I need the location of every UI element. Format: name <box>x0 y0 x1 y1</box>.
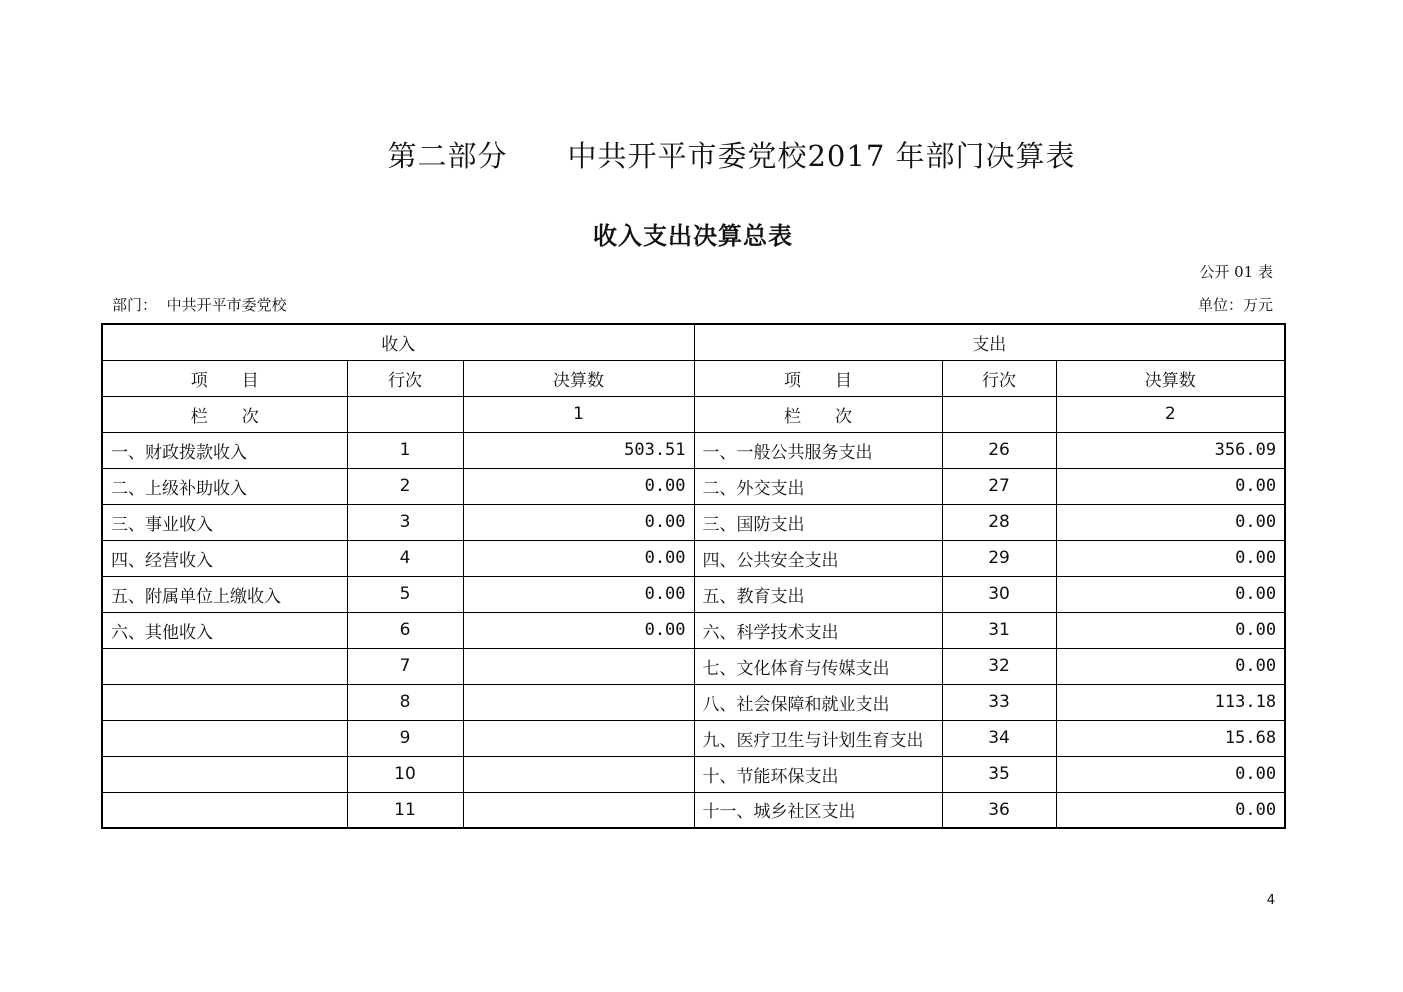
income-amount-cell <box>463 792 694 828</box>
page-number: 4 <box>1266 893 1275 908</box>
table-row <box>102 648 1285 684</box>
expense-item-cell: 七、文化体育与传媒支出 <box>694 648 942 684</box>
income-item-cell: 三、事业收入 <box>102 504 347 540</box>
unit-label: 单位：万元 <box>1197 296 1273 314</box>
expense-amount-header: 决算数 <box>1056 360 1285 396</box>
income-item-cell: 一、财政拨款收入 <box>102 432 347 468</box>
form-number: 公开 01 表 <box>1199 263 1273 281</box>
table-row <box>102 540 1285 576</box>
table-row <box>102 792 1285 828</box>
expense-section-header: 支出 <box>694 324 1285 360</box>
income-amount-header: 决算数 <box>463 360 694 396</box>
income-expense-summary-table <box>101 323 1286 829</box>
income-item-cell <box>102 792 347 828</box>
expense-amount-cell: 0.00 <box>1056 756 1285 792</box>
income-item-header: 项 目 <box>102 360 347 396</box>
income-row-number-cell: 8 <box>347 684 463 720</box>
expense-row-header: 行次 <box>942 360 1056 396</box>
expense-amount-cell: 15.68 <box>1056 720 1285 756</box>
expense-row-number-cell: 27 <box>942 468 1056 504</box>
expense-row-number-cell: 31 <box>942 612 1056 648</box>
expense-item-cell: 九、医疗卫生与计划生育支出 <box>694 720 942 756</box>
expense-column-index: 2 <box>1056 396 1285 432</box>
expense-amount-cell: 0.00 <box>1056 468 1285 504</box>
expense-amount-cell: 0.00 <box>1056 792 1285 828</box>
income-amount-cell <box>463 648 694 684</box>
table-row <box>102 468 1285 504</box>
expense-item-cell: 六、科学技术支出 <box>694 612 942 648</box>
department-line <box>112 294 287 315</box>
income-item-cell: 二、上级补助收入 <box>102 468 347 504</box>
department-label: 部门： <box>112 296 158 314</box>
table-row <box>102 684 1285 720</box>
expense-item-header: 项 目 <box>694 360 942 396</box>
income-lanci-label: 栏 次 <box>102 396 347 432</box>
expense-amount-cell: 0.00 <box>1056 576 1285 612</box>
expense-item-cell: 四、公共安全支出 <box>694 540 942 576</box>
expense-item-cell: 二、外交支出 <box>694 468 942 504</box>
table-section-header-row <box>102 324 1285 360</box>
table-row <box>102 576 1285 612</box>
expense-item-cell: 一、一般公共服务支出 <box>694 432 942 468</box>
income-amount-cell: 0.00 <box>463 504 694 540</box>
income-lanci-blank <box>347 396 463 432</box>
expense-item-cell: 五、教育支出 <box>694 576 942 612</box>
income-item-cell <box>102 684 347 720</box>
income-item-cell <box>102 756 347 792</box>
income-item-cell <box>102 720 347 756</box>
income-amount-cell <box>463 684 694 720</box>
income-row-header: 行次 <box>347 360 463 396</box>
income-row-number-cell: 7 <box>347 648 463 684</box>
expense-item-cell: 三、国防支出 <box>694 504 942 540</box>
expense-amount-cell: 0.00 <box>1056 612 1285 648</box>
income-amount-cell <box>463 720 694 756</box>
income-row-number-cell: 1 <box>347 432 463 468</box>
expense-amount-cell: 0.00 <box>1056 504 1285 540</box>
income-item-cell: 四、经营收入 <box>102 540 347 576</box>
income-item-cell: 六、其他收入 <box>102 612 347 648</box>
expense-lanci-label: 栏 次 <box>694 396 942 432</box>
expense-row-number-cell: 29 <box>942 540 1056 576</box>
income-item-cell <box>102 648 347 684</box>
income-amount-cell: 503.51 <box>463 432 694 468</box>
income-section-header: 收入 <box>102 324 694 360</box>
table-title: 收入支出决算总表 <box>593 221 793 250</box>
document-title <box>0 134 1403 175</box>
table-row <box>102 720 1285 756</box>
document-org-title: 中共开平市委党校2017 年部门决算表 <box>567 139 1076 173</box>
expense-row-number-cell: 32 <box>942 648 1056 684</box>
income-row-number-cell: 4 <box>347 540 463 576</box>
expense-amount-cell: 0.00 <box>1056 540 1285 576</box>
department-name: 中共开平市委党校 <box>166 296 287 314</box>
table-row <box>102 756 1285 792</box>
income-row-number-cell: 5 <box>347 576 463 612</box>
table-body <box>102 432 1285 828</box>
income-item-cell: 五、附属单位上缴收入 <box>102 576 347 612</box>
expense-amount-cell: 113.18 <box>1056 684 1285 720</box>
table-row <box>102 612 1285 648</box>
expense-item-cell: 十一、城乡社区支出 <box>694 792 942 828</box>
expense-row-number-cell: 36 <box>942 792 1056 828</box>
table-column-index-row <box>102 396 1285 432</box>
income-amount-cell: 0.00 <box>463 468 694 504</box>
expense-row-number-cell: 28 <box>942 504 1056 540</box>
expense-row-number-cell: 35 <box>942 756 1056 792</box>
table-column-header-row <box>102 360 1285 396</box>
income-amount-cell <box>463 756 694 792</box>
income-row-number-cell: 6 <box>347 612 463 648</box>
expense-row-number-cell: 26 <box>942 432 1056 468</box>
expense-lanci-blank <box>942 396 1056 432</box>
expense-row-number-cell: 34 <box>942 720 1056 756</box>
document-part-label: 第二部分 <box>387 139 508 173</box>
expense-row-number-cell: 33 <box>942 684 1056 720</box>
income-amount-cell: 0.00 <box>463 576 694 612</box>
expense-item-cell: 八、社会保障和就业支出 <box>694 684 942 720</box>
income-row-number-cell: 9 <box>347 720 463 756</box>
income-row-number-cell: 10 <box>347 756 463 792</box>
income-row-number-cell: 11 <box>347 792 463 828</box>
table-row <box>102 432 1285 468</box>
income-amount-cell: 0.00 <box>463 612 694 648</box>
income-row-number-cell: 3 <box>347 504 463 540</box>
table-row <box>102 504 1285 540</box>
expense-item-cell: 十、节能环保支出 <box>694 756 942 792</box>
income-row-number-cell: 2 <box>347 468 463 504</box>
expense-amount-cell: 0.00 <box>1056 648 1285 684</box>
expense-row-number-cell: 30 <box>942 576 1056 612</box>
income-amount-cell: 0.00 <box>463 540 694 576</box>
expense-amount-cell: 356.09 <box>1056 432 1285 468</box>
income-column-index: 1 <box>463 396 694 432</box>
